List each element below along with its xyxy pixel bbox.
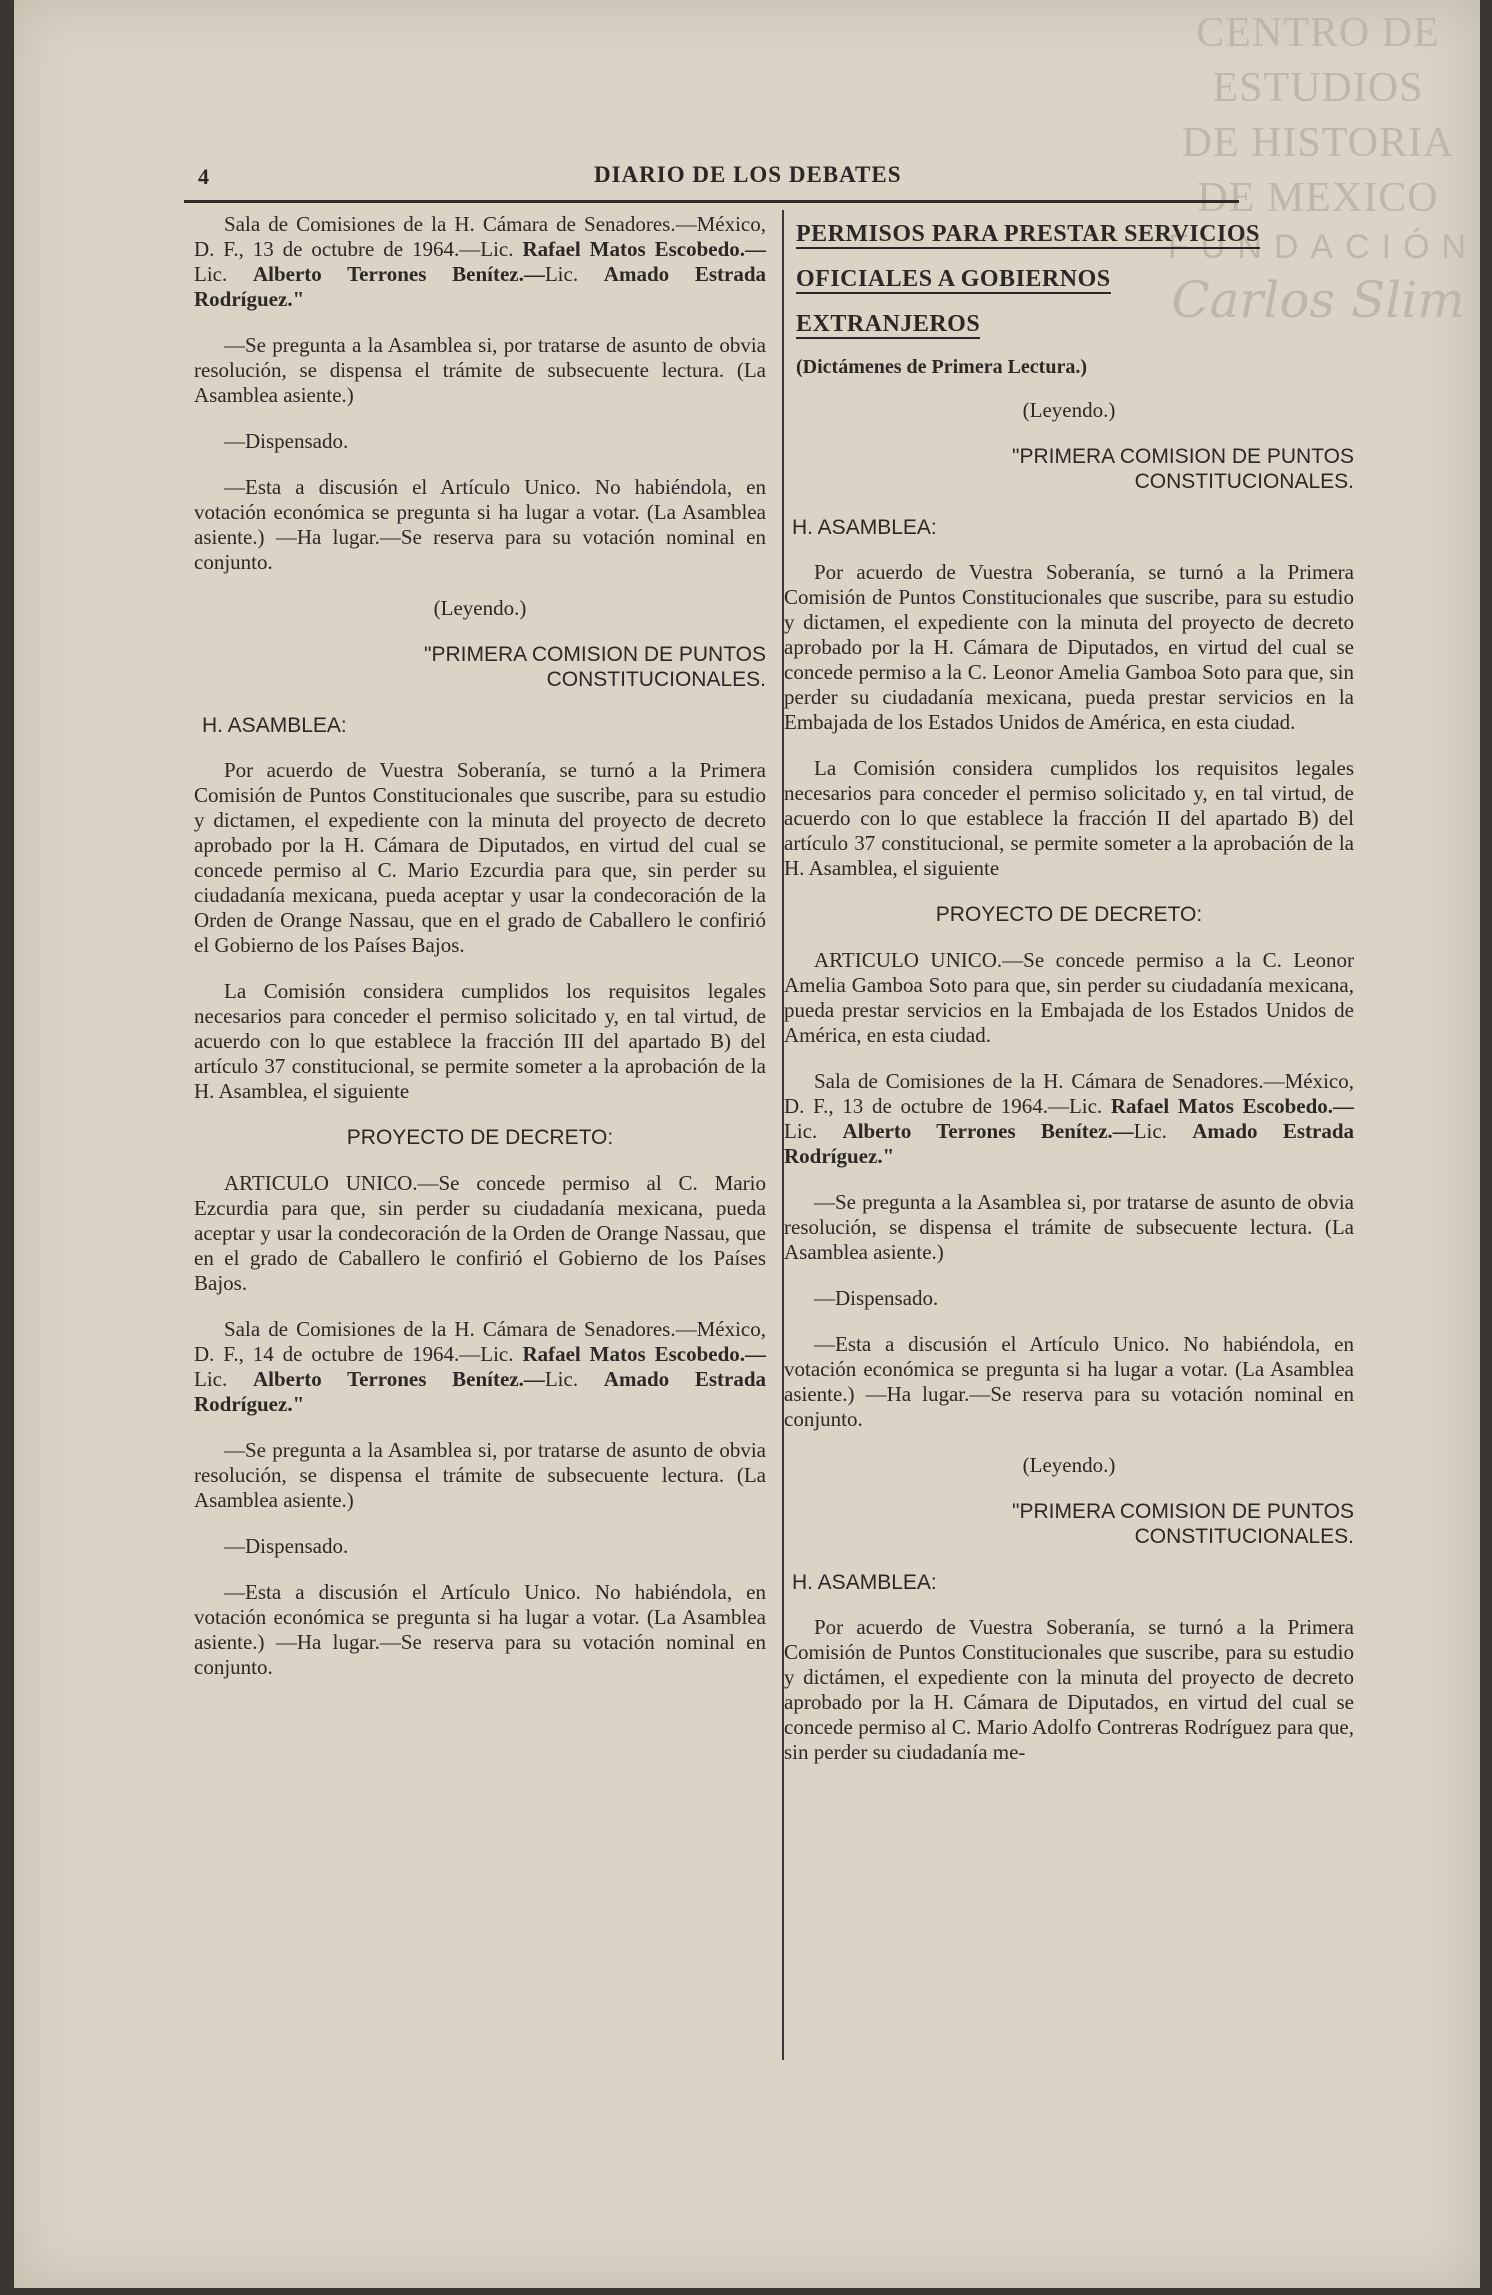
address-line: H. ASAMBLEA: (792, 1571, 937, 1594)
paragraph: —Dispensado. (814, 1286, 939, 1310)
commission-heading: "PRIMERA COMISION DE PUNTOS CONSTITUCIONALES. (1012, 445, 1354, 493)
page-header (184, 160, 1239, 203)
paragraph: Por acuerdo de Vuestra Soberanía, se turnó a la Primera Comisión de Puntos Constitucionales que suscribe, para su estudio y dictamen, el expediente con la minuta del proyecto de decreto aprobado por la H. Cámara de Diputados, en virtud del cual se concede permiso a la C. Leonor Amelia Gamboa Soto para que, sin perder su ciudadanía mexicana, pueda prestar servicios en la Embajada de los Estados Unidos de América, en esta ciudad. (784, 560, 1354, 734)
decree-heading: PROYECTO DE DECRETO: (346, 1126, 614, 1149)
running-title: DIARIO DE LOS DEBATES (594, 162, 902, 187)
watermark-line: ESTUDIOS (1212, 65, 1424, 111)
article-text: ARTICULO UNICO.—Se concede permiso a la C. Leonor Amelia Gamboa Soto para que, sin perder su ciudadanía mexicana, pueda prestar servicios en la Embajada de los Estados Unidos de América, en esta ciudad. (784, 948, 1354, 1047)
paragraph: —Esta a discusión el Artículo Unico. No habiéndola, en votación económica se pregunta si ha lugar a votar. (La Asamblea asiente.) —Ha lugar.—Se reserva para su votación nominal en conjunto. (194, 1580, 766, 1679)
paragraph: —Dispensado. (224, 429, 349, 453)
section-title: PERMISOS PARA PRESTAR SERVICIOS OFICIALES A GOBIERNOS EXTRANJEROS (796, 221, 1260, 337)
reading-note: (Leyendo.) (1022, 398, 1116, 422)
left-column (194, 212, 766, 1701)
paragraph: Por acuerdo de Vuestra Soberanía, se turnó a la Primera Comisión de Puntos Constitucionales que suscribe, para su estudio y dictámen, el expediente con la minuta del proyecto de decreto aprobado por la H. Cámara de Diputados, en virtud del cual se concede permiso al C. Mario Adolfo Contreras Rodríguez para que, sin perder su ciudadanía me- (784, 1615, 1354, 1764)
watermark-foundation: FUNDACIÓN (1168, 228, 1479, 266)
watermark-line: DE MEXICO (1197, 175, 1439, 221)
document-page (14, 0, 1480, 2288)
paragraph: La Comisión considera cumplidos los requisitos legales necesarios para conceder el permiso solicitado y, en tal virtud, de acuerdo con lo que establece la fracción III del apartado B) del artículo 37 constitucional, se permite someter a la aprobación de la H. Asamblea, el siguiente (194, 979, 766, 1103)
reading-note: (Leyendo.) (1022, 1453, 1116, 1477)
section-subtitle: (Dictámenes de Primera Lectura.) (796, 356, 1087, 378)
paragraph: —Se pregunta a la Asamblea si, por tratarse de asunto de obvia resolución, se dispensa el trámite de subsecuente lectura. (La Asamblea asiente.) (784, 1190, 1354, 1264)
article-text: ARTICULO UNICO.—Se concede permiso al C. Mario Ezcurdia para que, sin perder su ciudadanía mexicana, pueda aceptar y usar la condecoración de la Orden de Orange Nassau, que en el grado de Caballero le confirió el Gobierno de los Países Bajos. (194, 1171, 766, 1295)
watermark-line: DE HISTORIA (1181, 120, 1455, 166)
decree-heading: PROYECTO DE DECRETO: (935, 903, 1203, 926)
page-number: 4 (198, 164, 209, 189)
commission-signature: Sala de Comisiones de la H. Cámara de Senadores.—México, D. F., 13 de octubre de 1964.—Lic. Rafael Matos Escobedo.—Lic. Alberto Terrones Benítez.—Lic. Amado Estrada Rodríguez." (194, 212, 767, 311)
paragraph: —Dispensado. (224, 1534, 349, 1558)
watermark-line: CENTRO DE (1196, 10, 1440, 56)
commission-heading: "PRIMERA COMISION DE PUNTOS CONSTITUCIONALES. (1012, 1500, 1354, 1548)
paragraph: —Se pregunta a la Asamblea si, por tratarse de asunto de obvia resolución, se dispensa el trámite de subsecuente lectura. (La Asamblea asiente.) (194, 1438, 766, 1512)
watermark-signature: Carlos Slim (1171, 271, 1465, 329)
paragraph: La Comisión considera cumplidos los requisitos legales necesarios para conceder el permiso solicitado y, en tal virtud, de acuerdo con lo que establece la fracción II del apartado B) del artículo 37 constitucional, se permite someter a la aprobación de la H. Asamblea, el siguiente (784, 756, 1354, 880)
paragraph: —Esta a discusión el Artículo Unico. No habiéndola, en votación económica se pregunta si ha lugar a votar. (La Asamblea asiente.) —Ha lugar.—Se reserva para su votación nominal en conjunto. (194, 475, 766, 574)
commission-heading: "PRIMERA COMISION DE PUNTOS CONSTITUCIONALES. (424, 643, 766, 691)
paragraph: Por acuerdo de Vuestra Soberanía, se turnó a la Primera Comisión de Puntos Constitucionales que suscribe, para su estudio y dictamen, el expediente con la minuta del proyecto de decreto aprobado por la H. Cámara de Diputados, en virtud del cual se concede permiso al C. Mario Ezcurdia para que, sin perder su ciudadanía mexicana, pueda aceptar y usar la condecoración de la Orden de Orange Nassau, que en el grado de Caballero le confirió el Gobierno de los Países Bajos. (194, 758, 766, 957)
paragraph: —Se pregunta a la Asamblea si, por tratarse de asunto de obvia resolución, se dispensa el trámite de subsecuente lectura. (La Asamblea asiente.) (194, 333, 766, 407)
right-column (784, 212, 1354, 1786)
reading-note: (Leyendo.) (433, 596, 527, 620)
paragraph: —Esta a discusión el Artículo Unico. No habiéndola, en votación económica se pregunta si ha lugar a votar. (La Asamblea asiente.) —Ha lugar.—Se reserva para su votación nominal en conjunto. (784, 1332, 1354, 1431)
commission-signature: Sala de Comisiones de la H. Cámara de Senadores.—México, D. F., 13 de octubre de 1964.—Lic. Rafael Matos Escobedo.—Lic. Alberto Terrones Benítez.—Lic. Amado Estrada Rodríguez." (784, 1069, 1355, 1168)
commission-signature: Sala de Comisiones de la H. Cámara de Senadores.—México, D. F., 14 de octubre de 1964.—Lic. Rafael Matos Escobedo.—Lic. Alberto Terrones Benítez.—Lic. Amado Estrada Rodríguez." (194, 1317, 767, 1416)
address-line: H. ASAMBLEA: (792, 516, 937, 539)
address-line: H. ASAMBLEA: (202, 714, 347, 737)
